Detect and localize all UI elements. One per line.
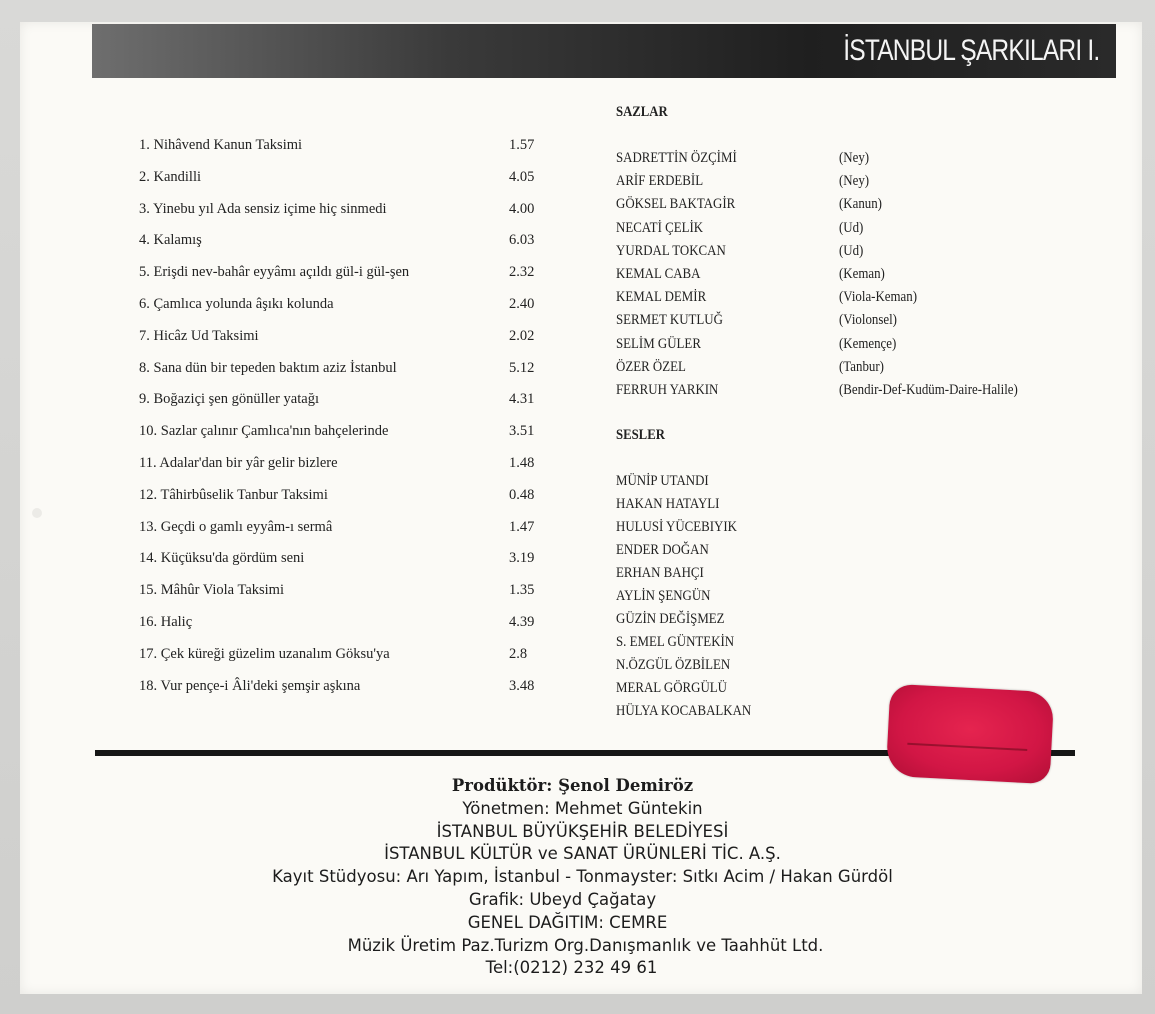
track-duration: 1.35 xyxy=(509,582,535,599)
track-title: 13. Geçdi o gamlı eyyâm-ı sermâ xyxy=(139,518,333,535)
vocalist-name: MERAL GÖRGÜLÜ xyxy=(616,680,727,696)
track-duration: 1.48 xyxy=(509,454,535,471)
player-name: YURDAL TOKCAN xyxy=(616,242,726,259)
player-name: SELİM GÜLER xyxy=(616,335,701,352)
track-row xyxy=(139,416,559,448)
track-row xyxy=(139,543,559,575)
track-duration: 5.12 xyxy=(509,359,535,376)
player-instrument: (Kanun) xyxy=(839,196,882,213)
track-title: 10. Sazlar çalınır Çamlıca'nın bahçelerinde xyxy=(139,423,389,440)
price-sticker xyxy=(886,684,1055,784)
track-row xyxy=(139,480,559,512)
album-title: İSTANBUL ŞARKILARI I. xyxy=(842,34,1099,67)
credit-line: İSTANBUL KÜLTÜR ve SANAT ÜRÜNLERİ TİC. A.Ş. xyxy=(384,844,781,864)
vocalist-name: N.ÖZGÜL ÖZBİLEN xyxy=(616,657,731,673)
credit-line: Prodüktör: Şenol Demiröz xyxy=(451,776,694,795)
track-title: 7. Hicâz Ud Taksimi xyxy=(139,327,259,344)
track-duration: 4.31 xyxy=(509,391,535,408)
track-title: 15. Mâhûr Viola Taksimi xyxy=(139,582,284,599)
track-duration: 2.32 xyxy=(509,264,535,281)
case-hinge-mark xyxy=(32,508,42,518)
vocalist-name: ERHAN BAHÇI xyxy=(616,565,704,581)
player-instrument: (Ud) xyxy=(839,242,864,259)
player-name: FERRUH YARKIN xyxy=(616,381,719,398)
player-name: GÖKSEL BAKTAGİR xyxy=(616,196,736,213)
track-row xyxy=(139,575,559,607)
instrumentalist-row xyxy=(616,240,1086,263)
instrumentalist-row xyxy=(616,170,1086,193)
credit-line: Grafik: Ubeyd Çağatay xyxy=(468,889,657,909)
vocalist-name: GÜZİN DEĞİŞMEZ xyxy=(616,611,725,627)
track-duration: 6.03 xyxy=(509,232,535,249)
track-duration: 1.57 xyxy=(509,137,535,153)
track-title: 4. Kalamış xyxy=(139,232,202,249)
track-duration: 2.40 xyxy=(509,295,535,312)
sazlar-heading: SAZLAR xyxy=(616,104,668,120)
vocalist-name: AYLİN ŞENGÜN xyxy=(616,588,711,604)
credits-block xyxy=(0,775,1155,980)
player-name: SERMET KUTLUĞ xyxy=(616,312,723,329)
instrumentalist-row xyxy=(616,379,1086,402)
track-title: 8. Sana dün bir tepeden baktım aziz İstanbul xyxy=(139,359,397,376)
track-title: 14. Küçüksu'da gördüm seni xyxy=(139,550,305,567)
track-row xyxy=(139,194,559,226)
credit-line: Tel:(0212) 232 49 61 xyxy=(485,958,658,978)
track-row xyxy=(139,225,559,257)
sesler-heading: SESLER xyxy=(616,427,665,443)
instrumentalist-row xyxy=(616,263,1086,286)
track-duration: 3.48 xyxy=(509,677,535,694)
track-row xyxy=(139,353,559,385)
vocalist-name: HAKAN HATAYLI xyxy=(616,496,720,512)
player-instrument: (Viola-Keman) xyxy=(839,289,918,306)
track-row xyxy=(139,321,559,353)
track-duration: 4.05 xyxy=(509,168,535,185)
track-title: 12. Tâhirbûselik Tanbur Taksimi xyxy=(139,486,328,503)
track-duration: 2.8 xyxy=(509,645,528,662)
vocalist-name: S. EMEL GÜNTEKİN xyxy=(616,634,735,650)
track-title: 11. Adalar'dan bir yâr gelir bizlere xyxy=(139,454,338,471)
track-duration: 3.51 xyxy=(509,423,535,440)
sticker-print-mark xyxy=(907,743,1027,751)
track-title: 18. Vur pençe-i Âli'deki şemşir aşkına xyxy=(139,677,361,694)
vocalist-name: HÜLYA KOCABALKAN xyxy=(616,703,752,719)
vocalist-list xyxy=(616,470,773,723)
track-row xyxy=(139,448,559,480)
track-row xyxy=(139,639,559,671)
instrumentalist-row xyxy=(616,286,1086,309)
player-name: NECATİ ÇELİK xyxy=(616,219,704,236)
player-instrument: (Ud) xyxy=(839,219,864,236)
player-name: SADRETTİN ÖZÇİMİ xyxy=(616,150,737,166)
credit-line: Kayıt Stüdyosu: Arı Yapım, İstanbul - Tonmayster: Sıtkı Acim / Hakan Gürdöl xyxy=(272,867,893,887)
track-duration: 4.00 xyxy=(509,200,535,217)
player-instrument: (Tanbur) xyxy=(839,358,884,375)
track-row xyxy=(139,607,559,639)
track-duration: 4.39 xyxy=(509,613,535,630)
player-instrument: (Ney) xyxy=(839,173,870,190)
vocalist-name: HULUSİ YÜCEBIYIK xyxy=(616,519,737,535)
instrumentalist-row xyxy=(616,193,1086,216)
vocalist-name: ENDER DOĞAN xyxy=(616,542,709,558)
player-instrument: (Bendir-Def-Kudüm-Daire-Halile) xyxy=(839,381,1018,398)
track-row xyxy=(139,257,559,289)
track-title: 1. Nihâvend Kanun Taksimi xyxy=(139,137,303,153)
track-list xyxy=(139,130,559,702)
track-row xyxy=(139,512,559,544)
player-instrument: (Kemençe) xyxy=(839,335,897,352)
track-row xyxy=(139,289,559,321)
track-title: 16. Haliç xyxy=(139,613,193,630)
track-duration: 2.02 xyxy=(509,327,535,344)
player-name: KEMAL CABA xyxy=(616,265,701,282)
track-title: 5. Erişdi nev-bahâr eyyâmı açıldı gül-i gül-şen xyxy=(139,264,410,281)
track-title: 9. Boğaziçi şen gönüller yatağı xyxy=(139,391,319,408)
track-title: 3. Yinebu yıl Ada sensiz içime hiç sinmedi xyxy=(139,200,387,217)
track-row xyxy=(139,384,559,416)
instrumentalist-row xyxy=(616,309,1086,332)
instrumentalist-row xyxy=(616,356,1086,379)
track-duration: 3.19 xyxy=(509,550,535,567)
credit-line: Müzik Üretim Paz.Turizm Org.Danışmanlık ve Taahhüt Ltd. xyxy=(347,935,824,955)
player-name: ARİF ERDEBİL xyxy=(616,173,704,190)
player-instrument: (Keman) xyxy=(839,265,885,282)
track-title: 17. Çek küreği güzelim uzanalım Göksu'ya xyxy=(139,645,390,662)
player-instrument: (Ney) xyxy=(839,150,870,166)
track-row xyxy=(139,162,559,194)
track-title: 6. Çamlıca yolunda âşıkı kolunda xyxy=(139,295,334,312)
player-name: ÖZER ÖZEL xyxy=(616,358,686,375)
instrumentalist-row xyxy=(616,333,1086,356)
credit-line: Yönetmen: Mehmet Güntekin xyxy=(462,798,703,818)
track-title: 2. Kandilli xyxy=(139,168,202,185)
track-row xyxy=(139,130,559,162)
track-row xyxy=(139,671,559,703)
player-instrument: (Violonsel) xyxy=(839,312,897,329)
vocalist-name: MÜNİP UTANDI xyxy=(616,473,709,489)
credit-line: GENEL DAĞITIM: CEMRE xyxy=(467,912,668,932)
track-duration: 0.48 xyxy=(509,486,535,503)
track-duration: 1.47 xyxy=(509,518,535,535)
instrumentalist-row xyxy=(616,147,1086,170)
instrumentalist-list xyxy=(616,147,1086,402)
instrumentalist-row xyxy=(616,217,1086,240)
player-name: KEMAL DEMİR xyxy=(616,289,707,306)
credit-line: İSTANBUL BÜYÜKŞEHİR BELEDİYESİ xyxy=(436,821,729,841)
